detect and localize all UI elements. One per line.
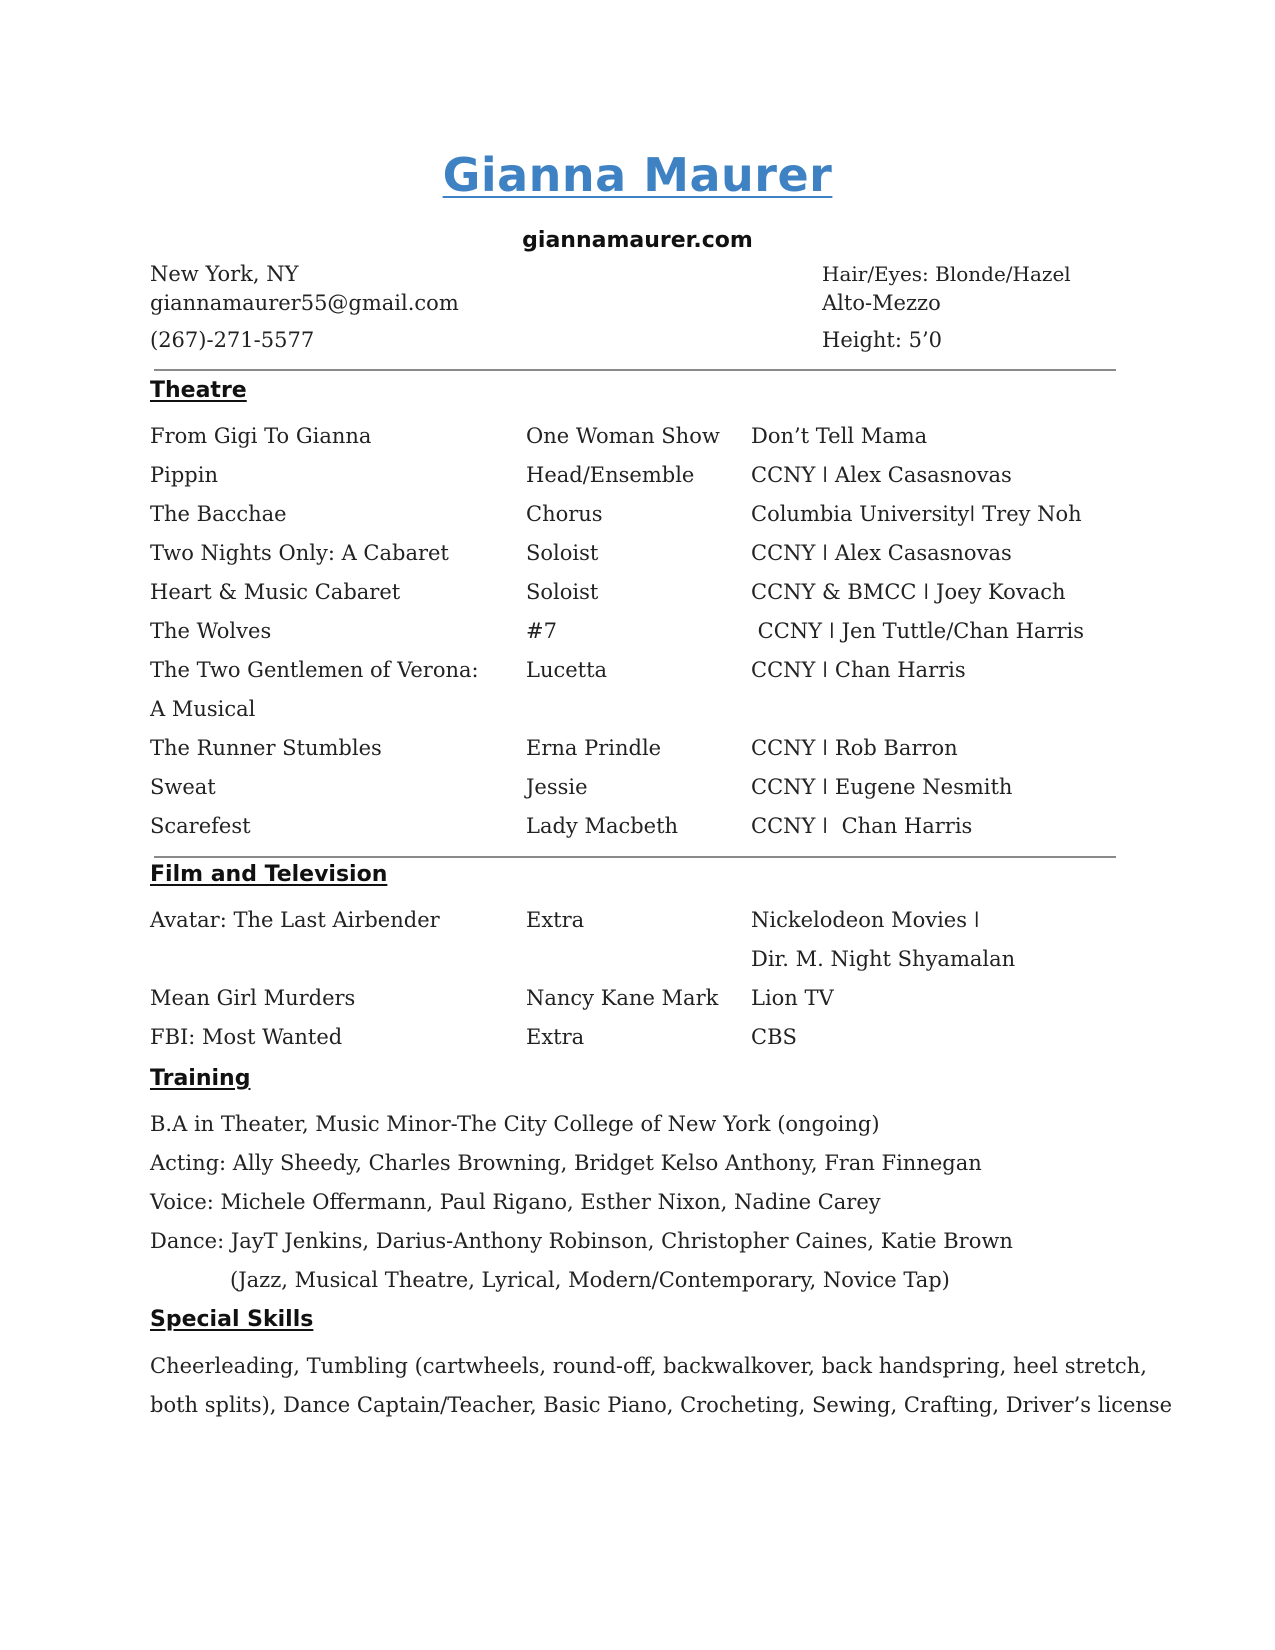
training-line: B.A in Theater, Music Minor-The City College of New York (ongoing) [150, 1112, 880, 1136]
credit-title: Heart & Music Cabaret [150, 580, 401, 604]
credit-title: The Runner Stumbles [150, 736, 382, 760]
location: New York, NY [150, 262, 299, 286]
table-row [0, 619, 1275, 658]
credit-company: CCNY ǀ Rob Barron [751, 736, 958, 760]
table-row [0, 463, 1275, 502]
table-row [0, 1025, 1275, 1064]
skills-heading: Special Skills [150, 1307, 314, 1332]
table-row [0, 986, 1275, 1025]
credit-title: Sweat [150, 775, 216, 799]
credit-role: Lucetta [526, 658, 608, 682]
credit-company: Lion TV [751, 986, 834, 1010]
table-row [0, 424, 1275, 463]
credit-title: Scarefest [150, 814, 251, 838]
credit-title: Two Nights Only: A Cabaret [150, 541, 449, 565]
table-row [0, 814, 1275, 853]
table-row [0, 580, 1275, 619]
hair-eyes: Hair/Eyes: Blonde/Hazel [822, 262, 1071, 286]
credit-title: Mean Girl Murders [150, 986, 356, 1010]
credit-role: Jessie [526, 775, 588, 799]
table-row [0, 541, 1275, 580]
credit-company: Nickelodeon Movies ǀ [751, 908, 980, 932]
credit-role: Lady Macbeth [526, 814, 679, 838]
credit-title: Pippin [150, 463, 218, 487]
credit-company: CCNY & BMCC ǀ Joey Kovach [751, 580, 1066, 604]
skills-line: both splits), Dance Captain/Teacher, Basic Piano, Crocheting, Sewing, Crafting, Driver’s license [150, 1393, 1173, 1417]
credit-company: CCNY ǀ Jen Tuttle/Chan Harris [751, 619, 1084, 643]
credit-company: CCNY ǀ Eugene Nesmith [751, 775, 1013, 799]
table-row [0, 658, 1275, 697]
table-row [0, 908, 1275, 947]
credit-role: Erna Prindle [526, 736, 662, 760]
skills-line: Cheerleading, Tumbling (cartwheels, round-off, backwalkover, back handspring, heel stretch, [150, 1354, 1147, 1378]
table-row [0, 697, 1275, 736]
credit-role: Soloist [526, 580, 599, 604]
website-link[interactable]: giannamaurer.com [522, 228, 753, 253]
credit-company: CCNY ǀ Alex Casasnovas [751, 541, 1012, 565]
film-heading: Film and Television [150, 862, 388, 887]
credit-company: CBS [751, 1025, 797, 1049]
credit-company: CCNY ǀ Alex Casasnovas [751, 463, 1012, 487]
credit-company: Dir. M. Night Shyamalan [751, 947, 1016, 971]
voice-type: Alto-Mezzo [822, 291, 941, 315]
credit-company: CCNY ǀ Chan Harris [751, 814, 973, 838]
table-row [0, 947, 1275, 986]
credit-title: A Musical [150, 697, 256, 721]
credit-title: The Two Gentlemen of Verona: [150, 658, 479, 682]
credit-role: Extra [526, 1025, 585, 1049]
training-line: (Jazz, Musical Theatre, Lyrical, Modern/Contemporary, Novice Tap) [230, 1268, 950, 1292]
email[interactable]: giannamaurer55@gmail.com [150, 291, 459, 315]
credit-title: From Gigi To Gianna [150, 424, 372, 448]
credit-role: #7 [526, 619, 557, 643]
credit-role: Chorus [526, 502, 603, 526]
credit-role: Head/Ensemble [526, 463, 695, 487]
training-line: Acting: Ally Sheedy, Charles Browning, Bridget Kelso Anthony, Fran Finnegan [150, 1151, 982, 1175]
divider [154, 856, 1116, 858]
credit-role: One Woman Show [526, 424, 720, 448]
credit-role: Soloist [526, 541, 599, 565]
theatre-heading: Theatre [150, 378, 247, 403]
training-line: Dance: JayT Jenkins, Darius-Anthony Robinson, Christopher Caines, Katie Brown [150, 1229, 1013, 1253]
table-row [0, 775, 1275, 814]
credit-company: Columbia Universityǀ Trey Noh [751, 502, 1082, 526]
resume-name: Gianna Maurer [442, 148, 833, 202]
phone[interactable]: (267)-271-5577 [150, 328, 315, 352]
table-row [0, 502, 1275, 541]
credit-title: Avatar: The Last Airbender [150, 908, 440, 932]
divider [154, 369, 1116, 371]
credit-title: FBI: Most Wanted [150, 1025, 343, 1049]
credit-title: The Bacchae [150, 502, 287, 526]
height: Height: 5’0 [822, 328, 943, 352]
training-heading: Training [150, 1066, 251, 1091]
table-row [0, 736, 1275, 775]
credit-company: Don’t Tell Mama [751, 424, 928, 448]
credit-title: The Wolves [150, 619, 272, 643]
credit-company: CCNY ǀ Chan Harris [751, 658, 966, 682]
credit-role: Extra [526, 908, 585, 932]
training-line: Voice: Michele Offermann, Paul Rigano, Esther Nixon, Nadine Carey [150, 1190, 881, 1214]
credit-role: Nancy Kane Mark [526, 986, 719, 1010]
